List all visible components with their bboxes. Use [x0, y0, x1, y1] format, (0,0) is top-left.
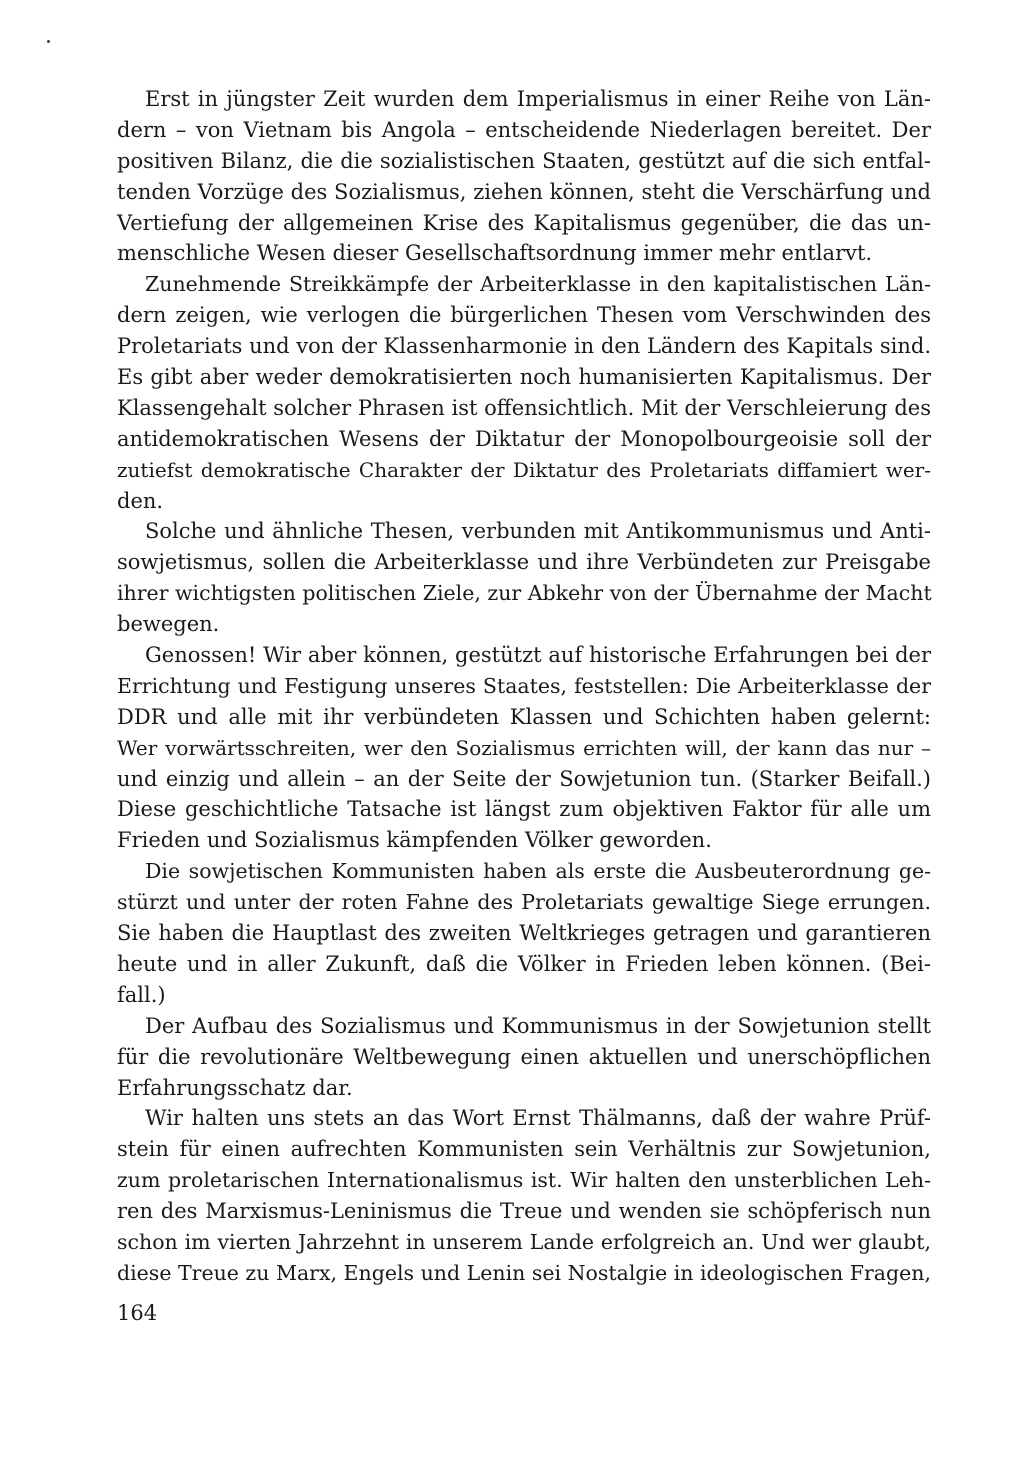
text-line: sowjetismus, sollen die Arbeiterklasse und ihre Verbündeten zur Preisgabe	[117, 550, 931, 575]
text-line: für die revolutionäre Weltbewegung einen aktuellen und unerschöpflichen	[117, 1044, 931, 1069]
text-line: dern zeigen, wie verlogen die bürgerlichen Thesen vom Verschwinden des	[117, 303, 931, 328]
text-line: Diese geschichtliche Tatsache ist längst zum objektiven Faktor für alle um	[117, 797, 931, 822]
text-line: Sie haben die Hauptlast des zweiten Weltkrieges getragen und garantieren	[117, 921, 931, 946]
text-line: fall.)	[117, 982, 166, 1007]
text-line: positiven Bilanz, die die sozialistischen Staaten, gestützt auf die sich entfal-	[117, 148, 931, 173]
scan-speck	[47, 40, 50, 43]
text-line: Zunehmende Streikkämpfe der Arbeiterklasse in den kapitalistischen Län-	[145, 272, 931, 297]
text-line: tenden Vorzüge des Sozialismus, ziehen können, steht die Verschärfung und	[117, 179, 931, 204]
text-line: ren des Marxismus-Leninismus die Treue und wenden sie schöpferisch nun	[117, 1199, 931, 1224]
text-line: Errichtung und Festigung unseres Staates, feststellen: Die Arbeiterklasse der	[117, 673, 931, 698]
text-line: stürzt und unter der roten Fahne des Proletariats gewaltige Siege errungen.	[117, 890, 931, 915]
text-line: Wir halten uns stets an das Wort Ernst Thälmanns, daß der wahre Prüf-	[145, 1106, 931, 1131]
text-line: Erfahrungsschatz dar.	[117, 1075, 353, 1100]
text-line: Es gibt aber weder demokratisierten noch humanisierten Kapitalismus. Der	[117, 365, 931, 390]
text-line: Genossen! Wir aber können, gestützt auf historische Erfahrungen bei der	[145, 643, 931, 668]
text-line: bewegen.	[117, 612, 220, 637]
text-line: Proletariats und von der Klassenharmonie in den Ländern des Kapitals sind.	[117, 334, 931, 359]
text-line: diese Treue zu Marx, Engels und Lenin sei Nostalgie in ideologischen Fragen,	[117, 1260, 931, 1285]
text-line: Erst in jüngster Zeit wurden dem Imperialismus in einer Reihe von Län-	[145, 87, 931, 111]
text-line: menschliche Wesen dieser Gesellschaftsordnung immer mehr entlarvt.	[117, 241, 873, 266]
text-line: Solche und ähnliche Thesen, verbunden mit Antikommunismus und Anti-	[145, 519, 931, 544]
text-line: zutiefst demokratische Charakter der Diktatur des Proletariats diffamiert wer-	[117, 457, 931, 482]
text-line: Der Aufbau des Sozialismus und Kommunismus in der Sowjetunion stellt	[145, 1013, 931, 1038]
text-line: dern – von Vietnam bis Angola – entscheidende Niederlagen bereitet. Der	[117, 117, 931, 142]
text-line: Vertiefung der allgemeinen Krise des Kapitalismus gegenüber, die das un-	[117, 210, 931, 235]
text-line: DDR und alle mit ihr verbündeten Klassen und Schichten haben gelernt:	[117, 704, 931, 729]
text-line: Klassengehalt solcher Phrasen ist offensichtlich. Mit der Verschleierung des	[117, 395, 931, 420]
text-line: schon im vierten Jahrzehnt in unserem Lande erfolgreich an. Und wer glaubt,	[117, 1229, 931, 1254]
text-line: Die sowjetischen Kommunisten haben als erste die Ausbeuterordnung ge-	[145, 859, 931, 884]
page-number: 164	[117, 1301, 158, 1325]
text-line: Wer vorwärtsschreiten, wer den Sozialismus errichten will, der kann das nur –	[117, 735, 931, 760]
text-line: stein für einen aufrechten Kommunisten sein Verhältnis zur Sowjetunion,	[117, 1137, 931, 1162]
text-line: zum proletarischen Internationalismus ist. Wir halten den unsterblichen Leh-	[117, 1168, 931, 1193]
text-line: heute und in aller Zukunft, daß die Völker in Frieden leben können. (Bei-	[117, 951, 931, 976]
text-line: und einzig und allein – an der Seite der Sowjetunion tun. (Starker Beifall.)	[117, 766, 931, 791]
page-body	[117, 84, 931, 1289]
text-line: Frieden und Sozialismus kämpfenden Völker geworden.	[117, 828, 712, 853]
text-line: antidemokratischen Wesens der Diktatur der Monopolbourgeoisie soll der	[117, 426, 931, 451]
text-line: den.	[117, 488, 164, 513]
text-line: ihrer wichtigsten politischen Ziele, zur Abkehr von der Übernahme der Macht	[117, 581, 932, 606]
